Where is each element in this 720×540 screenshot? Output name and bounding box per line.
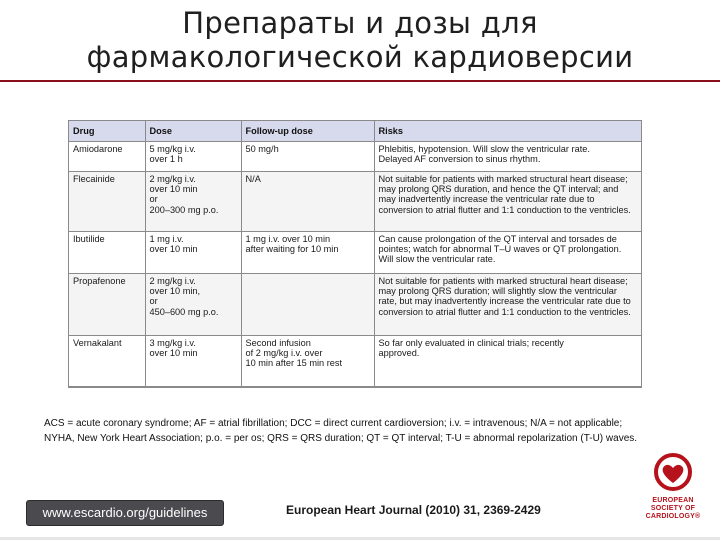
- table-header-row: [69, 121, 641, 142]
- slide-title-line-1: Препараты и дозы для: [182, 6, 538, 40]
- guidelines-url-link[interactable]: www.escardio.org/guidelines: [26, 500, 224, 526]
- column-header-drug: Drug: [69, 121, 145, 142]
- drug-dose-table: [68, 120, 642, 388]
- column-header-follow-up-dose: Follow-up dose: [241, 121, 374, 142]
- slide-title-line-2: фармакологической кардиоверсии: [86, 40, 634, 74]
- cell-drug: Propafenone: [69, 274, 145, 336]
- cell-follow-up-dose: Second infusion of 2 mg/kg i.v. over 10 min after 15 min rest: [241, 336, 374, 387]
- slide-title: [0, 6, 720, 74]
- cell-dose: 2 mg/kg i.v. over 10 min, or 450–600 mg p.o.: [145, 274, 241, 336]
- cell-drug: Ibutilide: [69, 232, 145, 274]
- column-header-risks: Risks: [374, 121, 641, 142]
- esc-logo: [640, 452, 706, 528]
- journal-citation: European Heart Journal (2010) 31, 2369-2429: [286, 503, 541, 517]
- title-divider: [0, 80, 720, 82]
- cell-risks: Phlebitis, hypotension. Will slow the ventricular rate. Delayed AF conversion to sinus rhythm.: [374, 142, 641, 172]
- table-row-ibutilide: [69, 232, 641, 274]
- cell-follow-up-dose: 1 mg i.v. over 10 min after waiting for 10 min: [241, 232, 374, 274]
- cell-drug: Amiodarone: [69, 142, 145, 172]
- cell-dose: 3 mg/kg i.v. over 10 min: [145, 336, 241, 387]
- cell-dose: 5 mg/kg i.v. over 1 h: [145, 142, 241, 172]
- cell-dose: 1 mg i.v. over 10 min: [145, 232, 241, 274]
- cell-drug: Flecainide: [69, 172, 145, 232]
- column-header-dose: Dose: [145, 121, 241, 142]
- cell-drug: Vernakalant: [69, 336, 145, 387]
- cell-risks: Not suitable for patients with marked structural heart disease; may prolong QRS duration; will slightly slow the ventricular rate, but may inadvertently increase the ventricular rate due to conversion to atrial flutter and 1:1 conduction to the ventricles.: [374, 274, 641, 336]
- logo-text-line-2: SOCIETY OF: [650, 505, 696, 512]
- cell-follow-up-dose: N/A: [241, 172, 374, 232]
- table-row-vernakalant: [69, 336, 641, 387]
- abbreviations-footnote: ACS = acute coronary syndrome; AF = atrial fibrillation; DCC = direct current cardioversion; i.v. = intravenous; N/A = not applicable; NYHA, New York Heart Association; p.o. = per os; QRS = QRS duration; QT = QT interval; T-U = abnormal repolarization (T-U) waves.: [44, 418, 638, 444]
- cell-follow-up-dose: 50 mg/h: [241, 142, 374, 172]
- table-row-amiodarone: [69, 142, 641, 172]
- cell-risks: So far only evaluated in clinical trials; recently approved.: [374, 336, 641, 387]
- logo-text-line-3: CARDIOLOGY®: [645, 513, 701, 520]
- cell-risks: Can cause prolongation of the QT interval and torsades de pointes; watch for abnormal T–U waves or QT prolongation. Will slow the ventricular rate.: [374, 232, 641, 274]
- cell-follow-up-dose: [241, 274, 374, 336]
- cell-dose: 2 mg/kg i.v. over 10 min or 200–300 mg p.o.: [145, 172, 241, 232]
- heart-logo-icon: [653, 452, 693, 492]
- table-row-propafenone: [69, 274, 641, 336]
- logo-text-line-1: EUROPEAN: [652, 497, 694, 504]
- table-row-flecainide: [69, 172, 641, 232]
- cell-risks: Not suitable for patients with marked structural heart disease; may prolong QRS duration, and hence the QT interval; and may inadvertently increase the ventricular rate due to conversion to atrial flutter and 1:1 conduction to the ventricles.: [374, 172, 641, 232]
